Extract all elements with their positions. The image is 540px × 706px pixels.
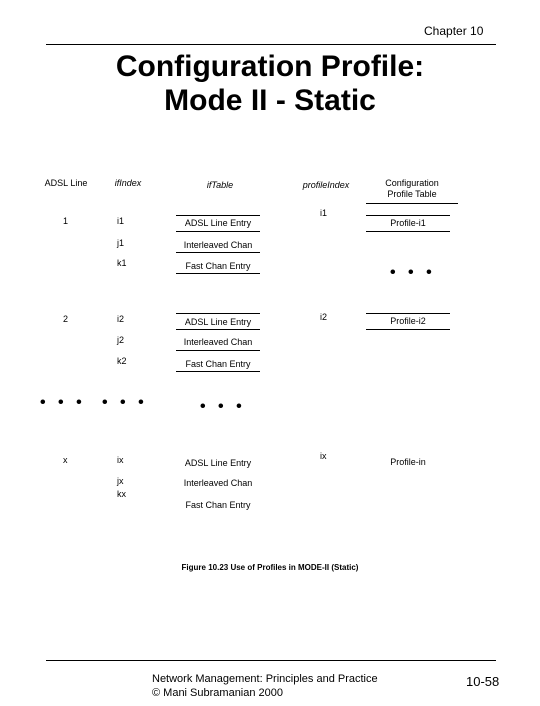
header-adsl-line: ADSL Line — [44, 178, 88, 188]
ifindex-i1: i1 — [117, 216, 125, 226]
page-number: 10-58 — [466, 674, 500, 689]
footer-line-1: Network Management: Principles and Practice — [152, 673, 378, 685]
ifindex-k1: k1 — [117, 258, 127, 268]
iftable-adsl-line-entry-2: ADSL Line Entry — [184, 317, 252, 327]
iftable-interleaved-chan-x: Interleaved Chan — [183, 478, 253, 488]
top-divider — [46, 44, 496, 45]
profile-rule — [366, 215, 450, 216]
header-ifindex: ifIndex — [114, 178, 142, 188]
iftable-fast-chan-entry-2: Fast Chan Entry — [185, 359, 251, 369]
adsl-line-ellipsis: • • • — [40, 394, 86, 411]
profile-rule — [366, 231, 450, 232]
ifindex-j1: j1 — [117, 238, 125, 248]
iftable-interleaved-chan-2: Interleaved Chan — [183, 337, 253, 347]
ifindex-k2: k2 — [117, 356, 127, 366]
iftable-rule — [176, 350, 260, 351]
ifindex-j2: j2 — [117, 335, 125, 345]
iftable-rule — [176, 252, 260, 253]
profile-in: Profile-in — [390, 457, 426, 467]
adsl-line-1: 1 — [63, 216, 69, 226]
figure-caption: Figure 10.23 Use of Profiles in MODE-II (Static) — [181, 563, 359, 572]
ifindex-ix: ix — [117, 455, 124, 465]
iftable-adsl-line-entry-1: ADSL Line Entry — [184, 218, 252, 228]
profile-i2: Profile-i2 — [390, 316, 426, 326]
config-table-header-rule — [366, 203, 458, 204]
header-profileindex: profileIndex — [302, 180, 350, 190]
adsl-line-x: x — [63, 455, 68, 465]
iftable-rule — [176, 329, 260, 330]
ifindex-i2: i2 — [117, 314, 125, 324]
iftable-rule — [176, 215, 260, 216]
profile-rule — [366, 329, 450, 330]
ifindex-ellipsis: • • • — [102, 394, 148, 411]
iftable-fast-chan-entry-1: Fast Chan Entry — [185, 261, 251, 271]
title-line-2: Mode II - Static — [164, 84, 376, 117]
iftable-rule — [176, 273, 260, 274]
chapter-label: Chapter 10 — [424, 24, 484, 38]
profileindex-ix: ix — [320, 451, 327, 461]
profile-rule — [366, 313, 450, 314]
iftable-adsl-line-entry-x: ADSL Line Entry — [184, 458, 252, 468]
iftable-ellipsis: • • • — [200, 398, 246, 415]
footer-text — [152, 672, 378, 700]
profileindex-i1: i1 — [320, 208, 328, 218]
profile-ellipsis: • • • — [390, 264, 436, 281]
adsl-line-2: 2 — [63, 314, 69, 324]
iftable-rule — [176, 371, 260, 372]
footer-line-2: © Mani Subramanian 2000 — [152, 687, 284, 699]
slide-title — [0, 50, 540, 118]
ifindex-kx: kx — [117, 489, 126, 499]
title-line-1: Configuration Profile: — [115, 50, 425, 83]
iftable-interleaved-chan-1: Interleaved Chan — [183, 240, 253, 250]
header-iftable: ifTable — [206, 180, 234, 190]
iftable-fast-chan-entry-x: Fast Chan Entry — [185, 500, 251, 510]
bottom-divider — [46, 660, 496, 661]
header-config-profile-table: Configuration Profile Table — [385, 178, 439, 199]
iftable-rule — [176, 231, 260, 232]
iftable-rule — [176, 313, 260, 314]
profile-i1: Profile-i1 — [390, 218, 426, 228]
ifindex-jx: jx — [117, 476, 124, 486]
profileindex-i2: i2 — [320, 312, 328, 322]
